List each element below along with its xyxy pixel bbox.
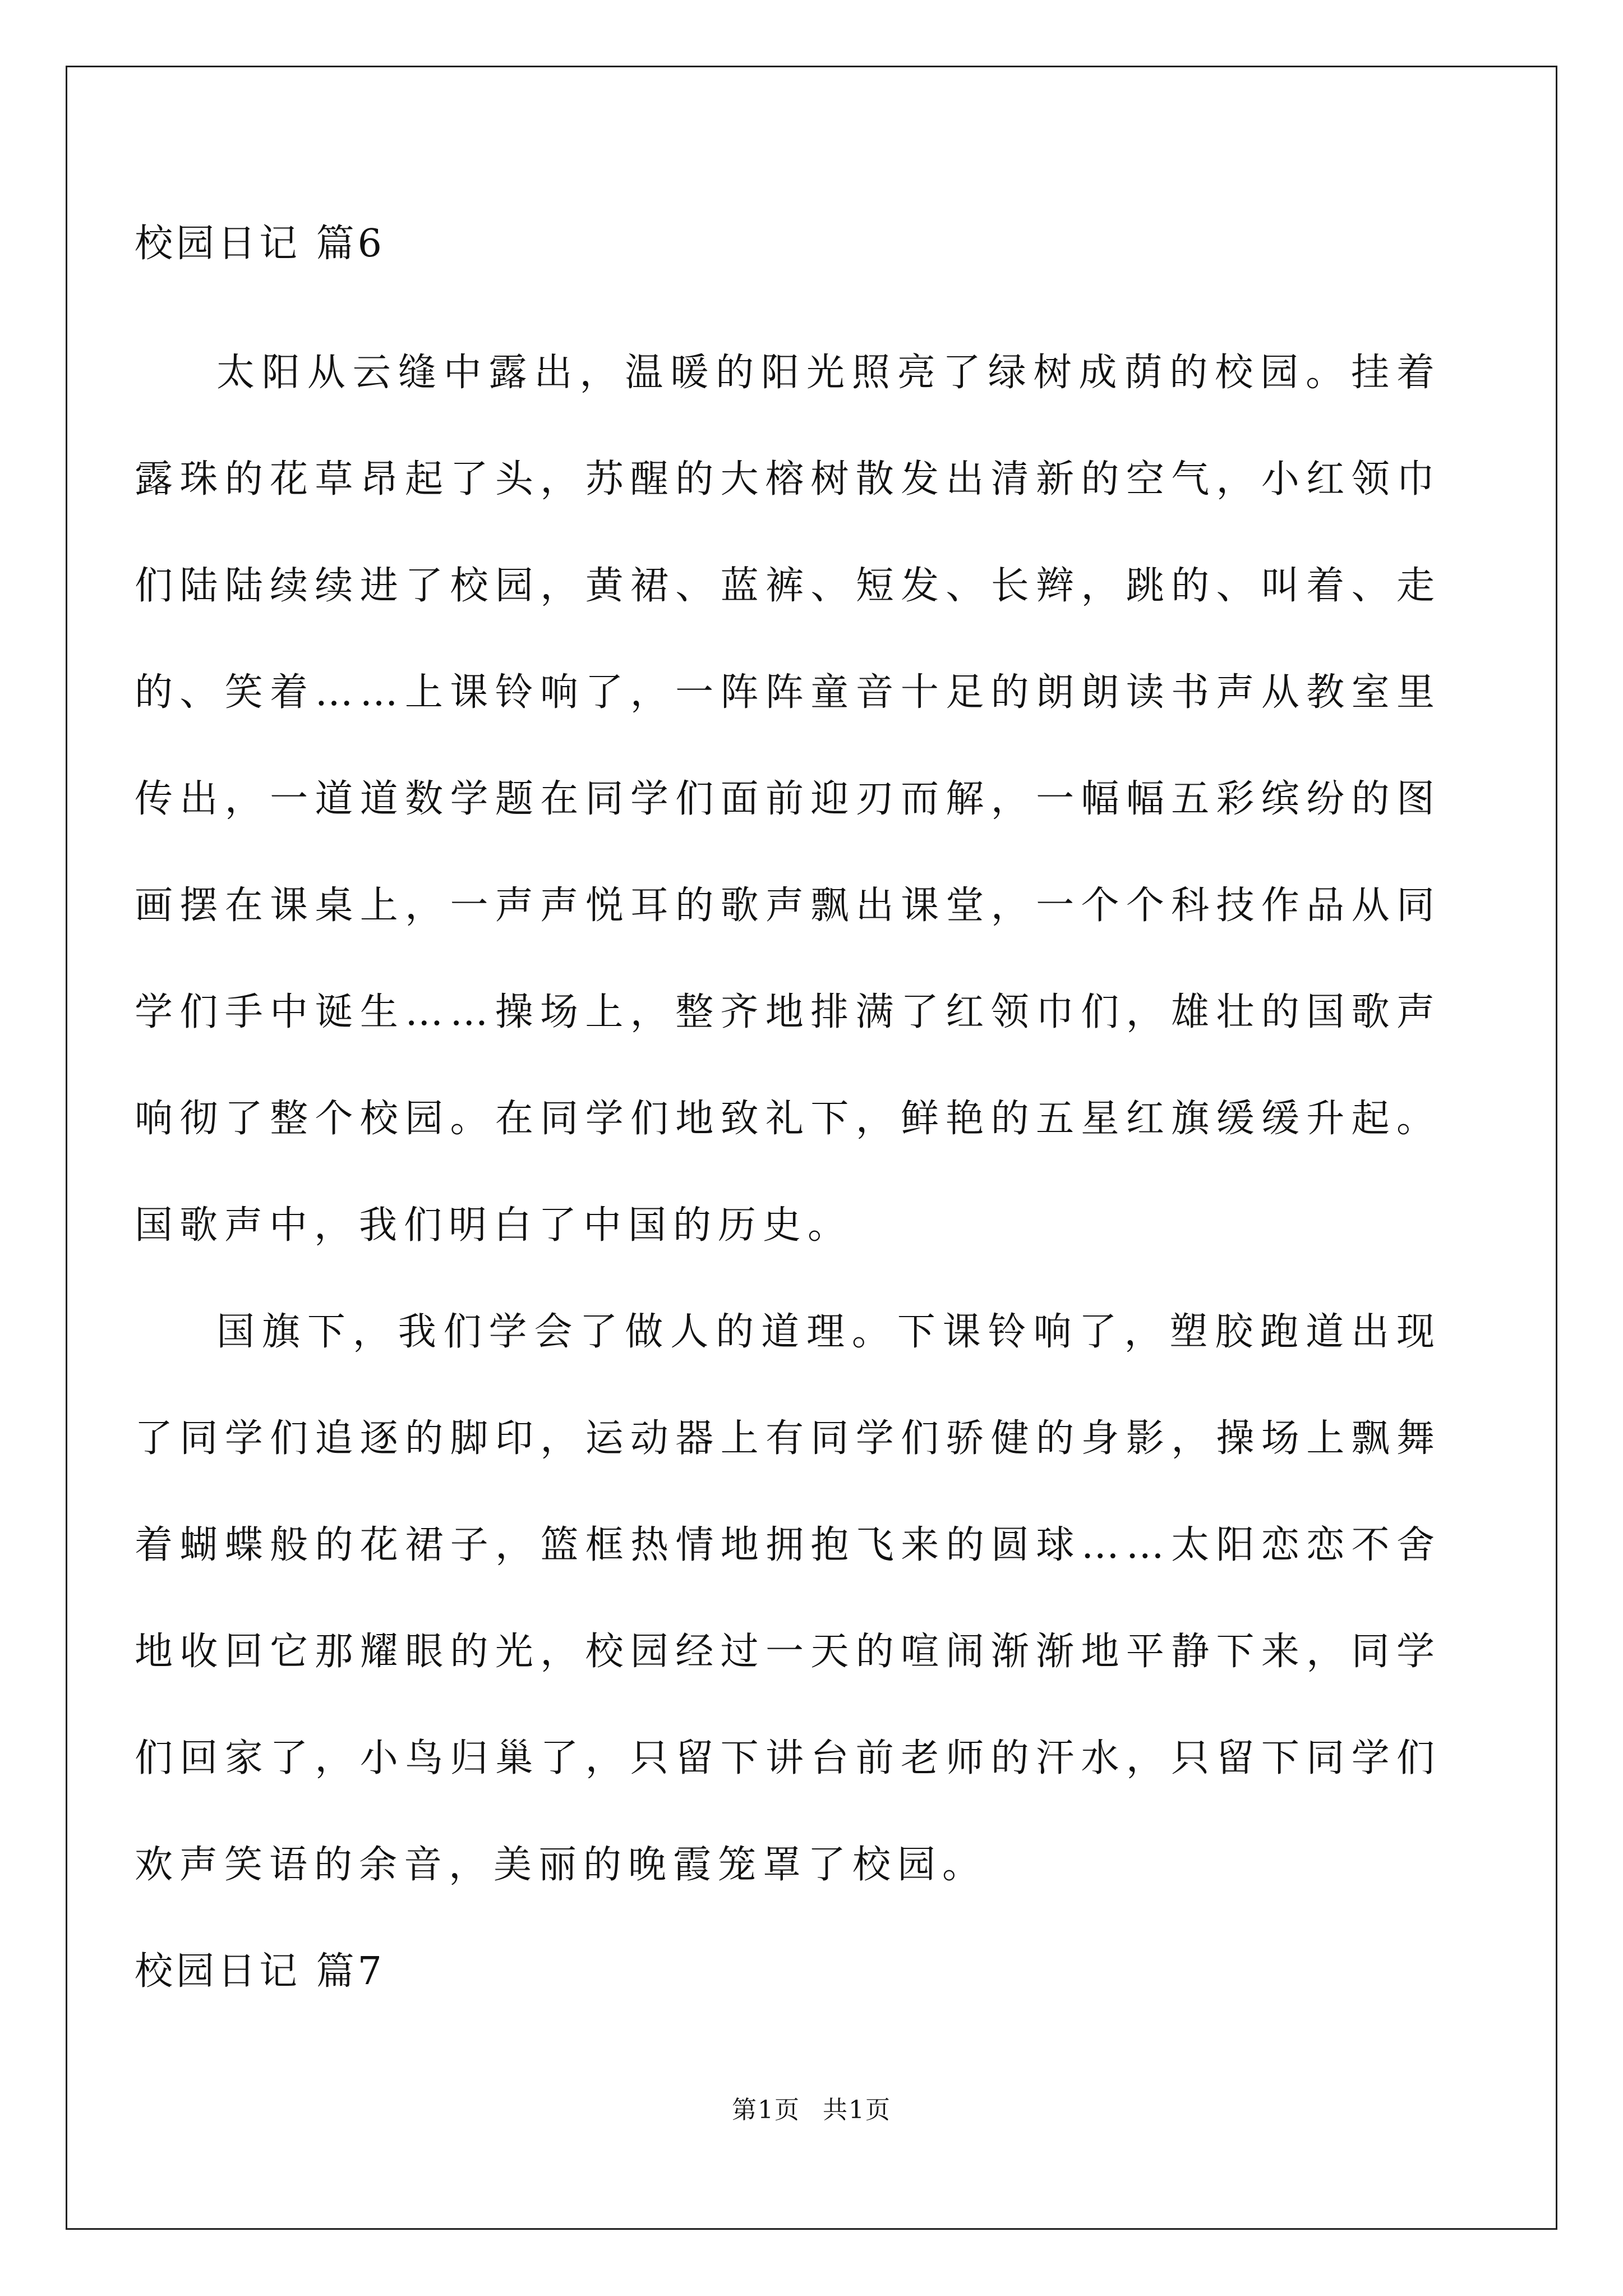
paragraph: 太阳从云缝中露出，温暖的阳光照亮了绿树成荫的校园。挂着露珠的花草昂起了头，苏醒的大榕树散发出清新的空气，小红领巾们陆陆续续进了校园，黄裙、蓝裤、短发、长辫，跳的、叫着、走的、笑着……上课铃响了，一阵阵童音十足的朗朗读书声从教室里传出，一道道数学题在同学们面前迎刃而解，一幅幅五彩缤纷的图画摆在课桌上，一声声悦耳的歌声飘出课堂，一个个科技作品从同学们手中诞生……操场上，整齐地排满了红领巾们，雄壮的国歌声响彻了整个校园。在同学们地致礼下，鲜艳的五星红旗缓缓升起。国歌声中，我们明白了中国的历史。 — [135, 351, 1441, 1248]
page-footer — [0, 2090, 1623, 2125]
document-body — [135, 213, 1441, 2003]
paragraph: 国旗下，我们学会了做人的道理。下课铃响了，塑胶跑道出现了同学们追逐的脚印，运动器上有同学们骄健的身影，操场上飘舞着蝴蝶般的花裙子，篮框热情地拥抱飞来的圆球……太阳恋恋不舍地收回它那耀眼的光，校园经过一天的喧闹渐渐地平静下来，同学们回家了，小鸟归巢了，只留下讲台前老师的汗水，只留下同学们欢声笑语的余音，美丽的晚霞笼罩了校园。 — [135, 1310, 1441, 1887]
page-total: 共1页 — [823, 2096, 891, 2124]
section-heading: 校园日记 篇6 — [135, 222, 385, 266]
section-heading: 校园日记 篇7 — [135, 1949, 385, 1994]
page-number: 第1页 — [732, 2096, 800, 2124]
